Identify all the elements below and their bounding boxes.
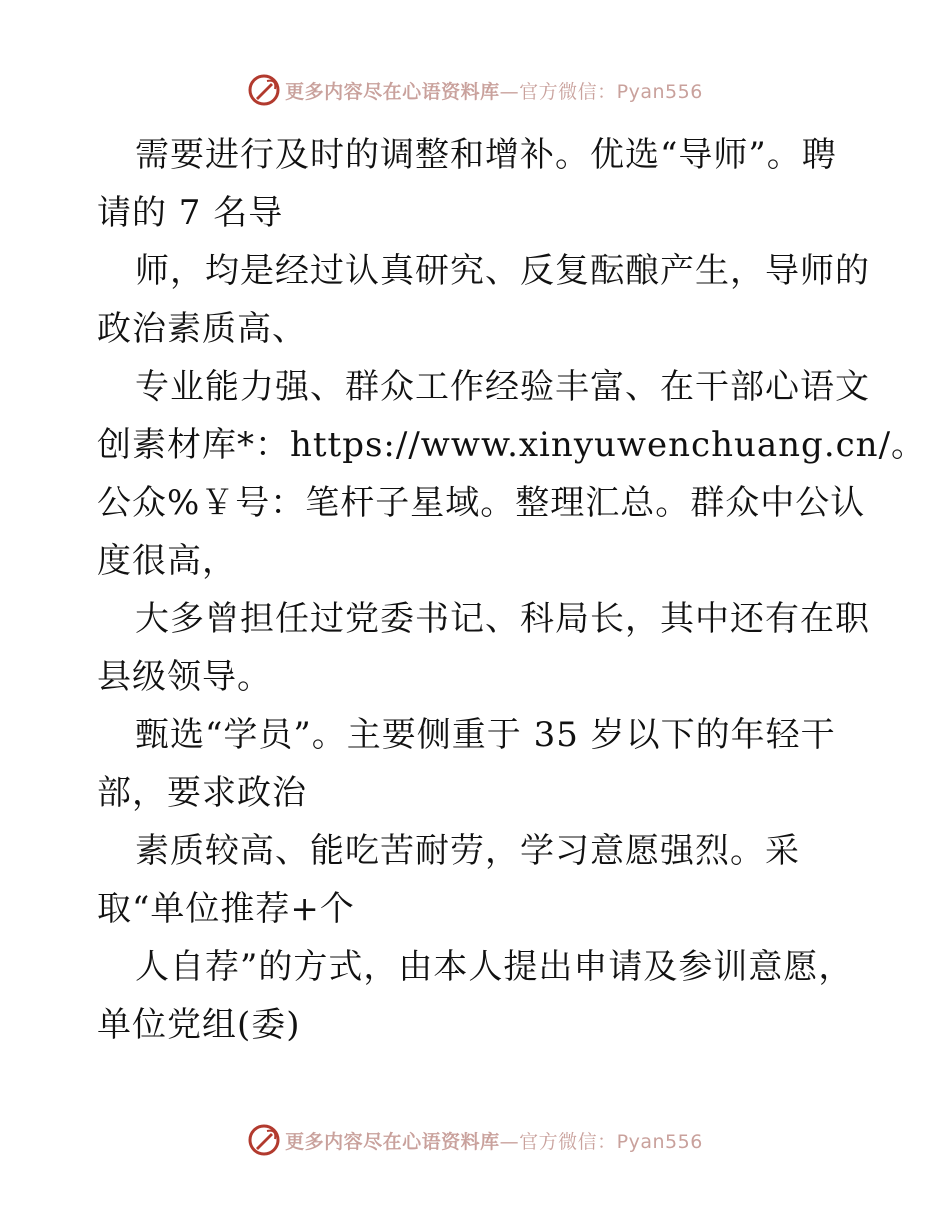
body-line-6: 创素材库*：https://www.xinyuwenchuang.cn/。 (97, 425, 927, 465)
footer-separator: — (499, 1130, 520, 1153)
header-brand-text (285, 77, 703, 104)
body-line-3: 师，均是经过认真研究、反复酝酿产生，导师的 (135, 251, 870, 291)
footer-banner (0, 1120, 950, 1160)
quill-logo-icon (247, 1123, 281, 1157)
body-line-9: 大多曾担任过党委书记、科局长，其中还有在职 (135, 599, 870, 639)
body-line-7: 公众%￥号：笔杆子星域。整理汇总。群众中公认 (97, 483, 866, 523)
quill-logo-icon (247, 73, 281, 107)
body-line-1: 需要进行及时的调整和增补。优选“导师”。聘 (135, 135, 837, 175)
header-banner (0, 70, 950, 110)
header-separator: — (499, 80, 520, 103)
header-brand: 更多内容尽在心语资料库 (285, 80, 500, 103)
footer-contact: 官方微信：Pyan556 (519, 1130, 703, 1153)
body-line-2: 请的 7 名导 (97, 193, 284, 233)
body-line-11: 甄选“学员”。主要侧重于 35 岁以下的年轻干 (135, 715, 836, 755)
footer-brand: 更多内容尽在心语资料库 (285, 1130, 500, 1153)
body-line-4: 政治素质高、 (97, 309, 307, 349)
body-line-16: 单位党组(委) (97, 1005, 301, 1045)
footer-brand-text (285, 1127, 703, 1154)
body-line-5: 专业能力强、群众工作经验丰富、在干部心语文 (135, 367, 870, 407)
body-line-14: 取“单位推荐+个 (97, 889, 355, 929)
body-line-8: 度很高， (97, 541, 237, 581)
body-line-13: 素质较高、能吃苦耐劳，学习意愿强烈。采 (135, 831, 800, 871)
document-body (97, 126, 927, 1054)
body-line-15: 人自荐”的方式，由本人提出申请及参训意愿， (135, 947, 854, 987)
header-contact: 官方微信：Pyan556 (519, 80, 703, 103)
body-line-10: 县级领导。 (97, 657, 272, 697)
body-line-12: 部，要求政治 (97, 773, 307, 813)
